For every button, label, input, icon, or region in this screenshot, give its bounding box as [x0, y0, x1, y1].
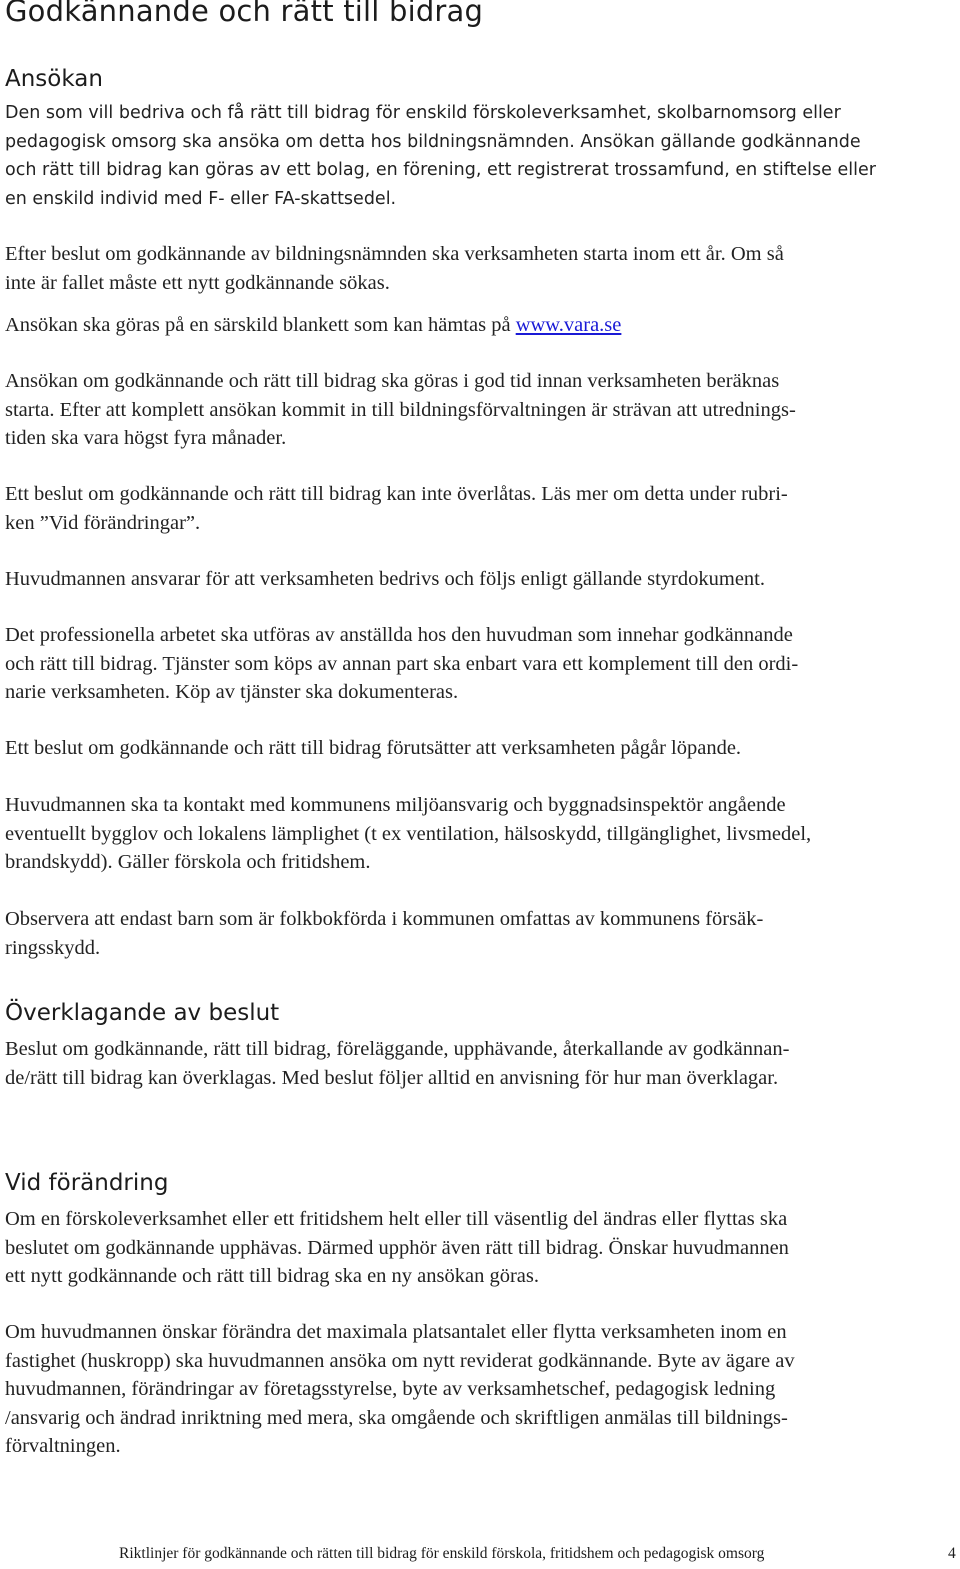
paragraph-line: ringsskydd.	[5, 936, 101, 959]
paragraph-ansokan-8	[5, 734, 955, 763]
paragraph-line: beslutet om godkännande upphävas. Därmed upphör även rätt till bidrag. Önskar huvudmannen	[5, 1236, 789, 1259]
paragraph-line: starta. Efter att komplett ansökan kommit in till bildningsförvaltningen är strävan att utrednings-	[5, 398, 796, 421]
paragraph-line: ken ”Vid förändringar”.	[5, 511, 201, 534]
paragraph-line: Beslut om godkännande, rätt till bidrag, föreläggande, upphävande, återkallande av godkännan-	[5, 1038, 790, 1060]
paragraph-line: fastighet (huskropp) ska huvudmannen ansöka om nytt reviderat godkännande. Byte av ägare av	[5, 1349, 795, 1372]
vara-se-link[interactable]: www.vara.se	[515, 314, 622, 336]
section-heading-forandring: Vid förändring	[5, 1170, 169, 1196]
paragraph-line: Efter beslut om godkännande av bildningsnämnden ska verksamheten starta inom ett år. Om så	[5, 243, 784, 265]
paragraph-text: Ansökan ska göras på en särskild blankett som kan hämtas på	[5, 314, 516, 336]
paragraph-line: Det professionella arbetet ska utföras av anställda hos den huvudman som innehar godkännande	[5, 624, 793, 646]
paragraph-ansokan-4	[5, 367, 955, 453]
paragraph-ansokan-2	[5, 240, 955, 297]
page-title: Godkännande och rätt till bidrag	[5, 0, 484, 28]
section-heading-overklagande: Överklagande av beslut	[5, 1000, 280, 1026]
paragraph-line: tiden ska vara högst fyra månader.	[5, 427, 287, 449]
paragraph-line: Ett beslut om godkännande och rätt till bidrag kan inte överlåtas. Läs mer om detta under rubri-	[5, 483, 788, 505]
paragraph-line: Ett beslut om godkännande och rätt till bidrag förutsätter att verksamheten pågår löpande.	[5, 737, 742, 759]
paragraph-line: eventuellt bygglov och lokalens lämplighet (t ex ventilation, hälsoskydd, tillgänglighet, livsmedel,	[5, 822, 812, 845]
paragraph-line: Huvudmannen ska ta kontakt med kommunens miljöansvarig och byggnadsinspektör angående	[5, 794, 786, 816]
paragraph-line: brandskydd). Gäller förskola och fritidshem.	[5, 851, 371, 873]
paragraph-line: Om en förskoleverksamhet eller ett fritidshem helt eller till väsentlig del ändras eller flyttas ska	[5, 1208, 788, 1230]
page-number: 4	[948, 1545, 956, 1562]
paragraph-line: en enskild individ med F- eller FA-skattsedel.	[5, 188, 397, 209]
paragraph-forandring-2	[5, 1318, 955, 1461]
paragraph-line: Den som vill bedriva och få rätt till bidrag för enskild förskoleverksamhet, skolbarnomsorg eller	[5, 103, 841, 123]
paragraph-line: de/rätt till bidrag kan överklagas. Med beslut följer alltid en anvisning för hur man överklagar.	[5, 1066, 779, 1089]
paragraph-line: och rätt till bidrag. Tjänster som köps av annan part ska enbart vara ett komplement till den ordi-	[5, 652, 799, 675]
paragraph-line: /ansvarig och ändrad inriktning med mera, ska omgående och skriftligen anmälas till bildnings-	[5, 1406, 788, 1429]
paragraph-ansokan-9	[5, 791, 955, 877]
paragraph-overklagande-1	[5, 1035, 955, 1092]
paragraph-line: huvudmannen, förändringar av företagsstyrelse, byte av verksamhetschef, pedagogisk ledning	[5, 1378, 776, 1400]
paragraph-line: narie verksamheten. Köp av tjänster ska dokumenteras.	[5, 681, 459, 703]
section-heading-ansokan: Ansökan	[5, 66, 103, 92]
paragraph-ansokan-3	[5, 311, 955, 340]
paragraph-line: ett nytt godkännande och rätt till bidrag ska en ny ansökan göras.	[5, 1265, 540, 1287]
paragraph-ansokan-6	[5, 565, 955, 594]
paragraph-line: pedagogisk omsorg ska ansöka om detta hos bildningsnämnden. Ansökan gällande godkännande	[5, 131, 861, 152]
paragraph-line: Om huvudmannen önskar förändra det maximala platsantalet eller flytta verksamheten inom en	[5, 1321, 787, 1343]
paragraph-line: och rätt till bidrag kan göras av ett bolag, en förening, ett registrerat trossamfund, en stiftelse eller	[5, 160, 876, 180]
paragraph-ansokan-10	[5, 905, 955, 962]
paragraph-forandring-1	[5, 1205, 955, 1291]
paragraph-ansokan-5	[5, 480, 955, 537]
paragraph-line: Observera att endast barn som är folkbokförda i kommunen omfattas av kommunens försäk-	[5, 908, 764, 930]
page-footer: Riktlinjer för godkännande och rätten till bidrag för enskild förskola, fritidshem och pedagogisk omsorg	[119, 1545, 765, 1562]
paragraph-ansokan-7	[5, 621, 955, 707]
paragraph-line: Huvudmannen ansvarar för att verksamheten bedrivs och följs enligt gällande styrdokument.	[5, 568, 765, 590]
paragraph-line: inte är fallet måste ett nytt godkännande sökas.	[5, 271, 390, 294]
paragraph-ansokan-1	[5, 99, 955, 213]
paragraph-line: förvaltningen.	[5, 1435, 121, 1457]
paragraph-line: Ansökan om godkännande och rätt till bidrag ska göras i god tid innan verksamheten beräknas	[5, 370, 780, 392]
